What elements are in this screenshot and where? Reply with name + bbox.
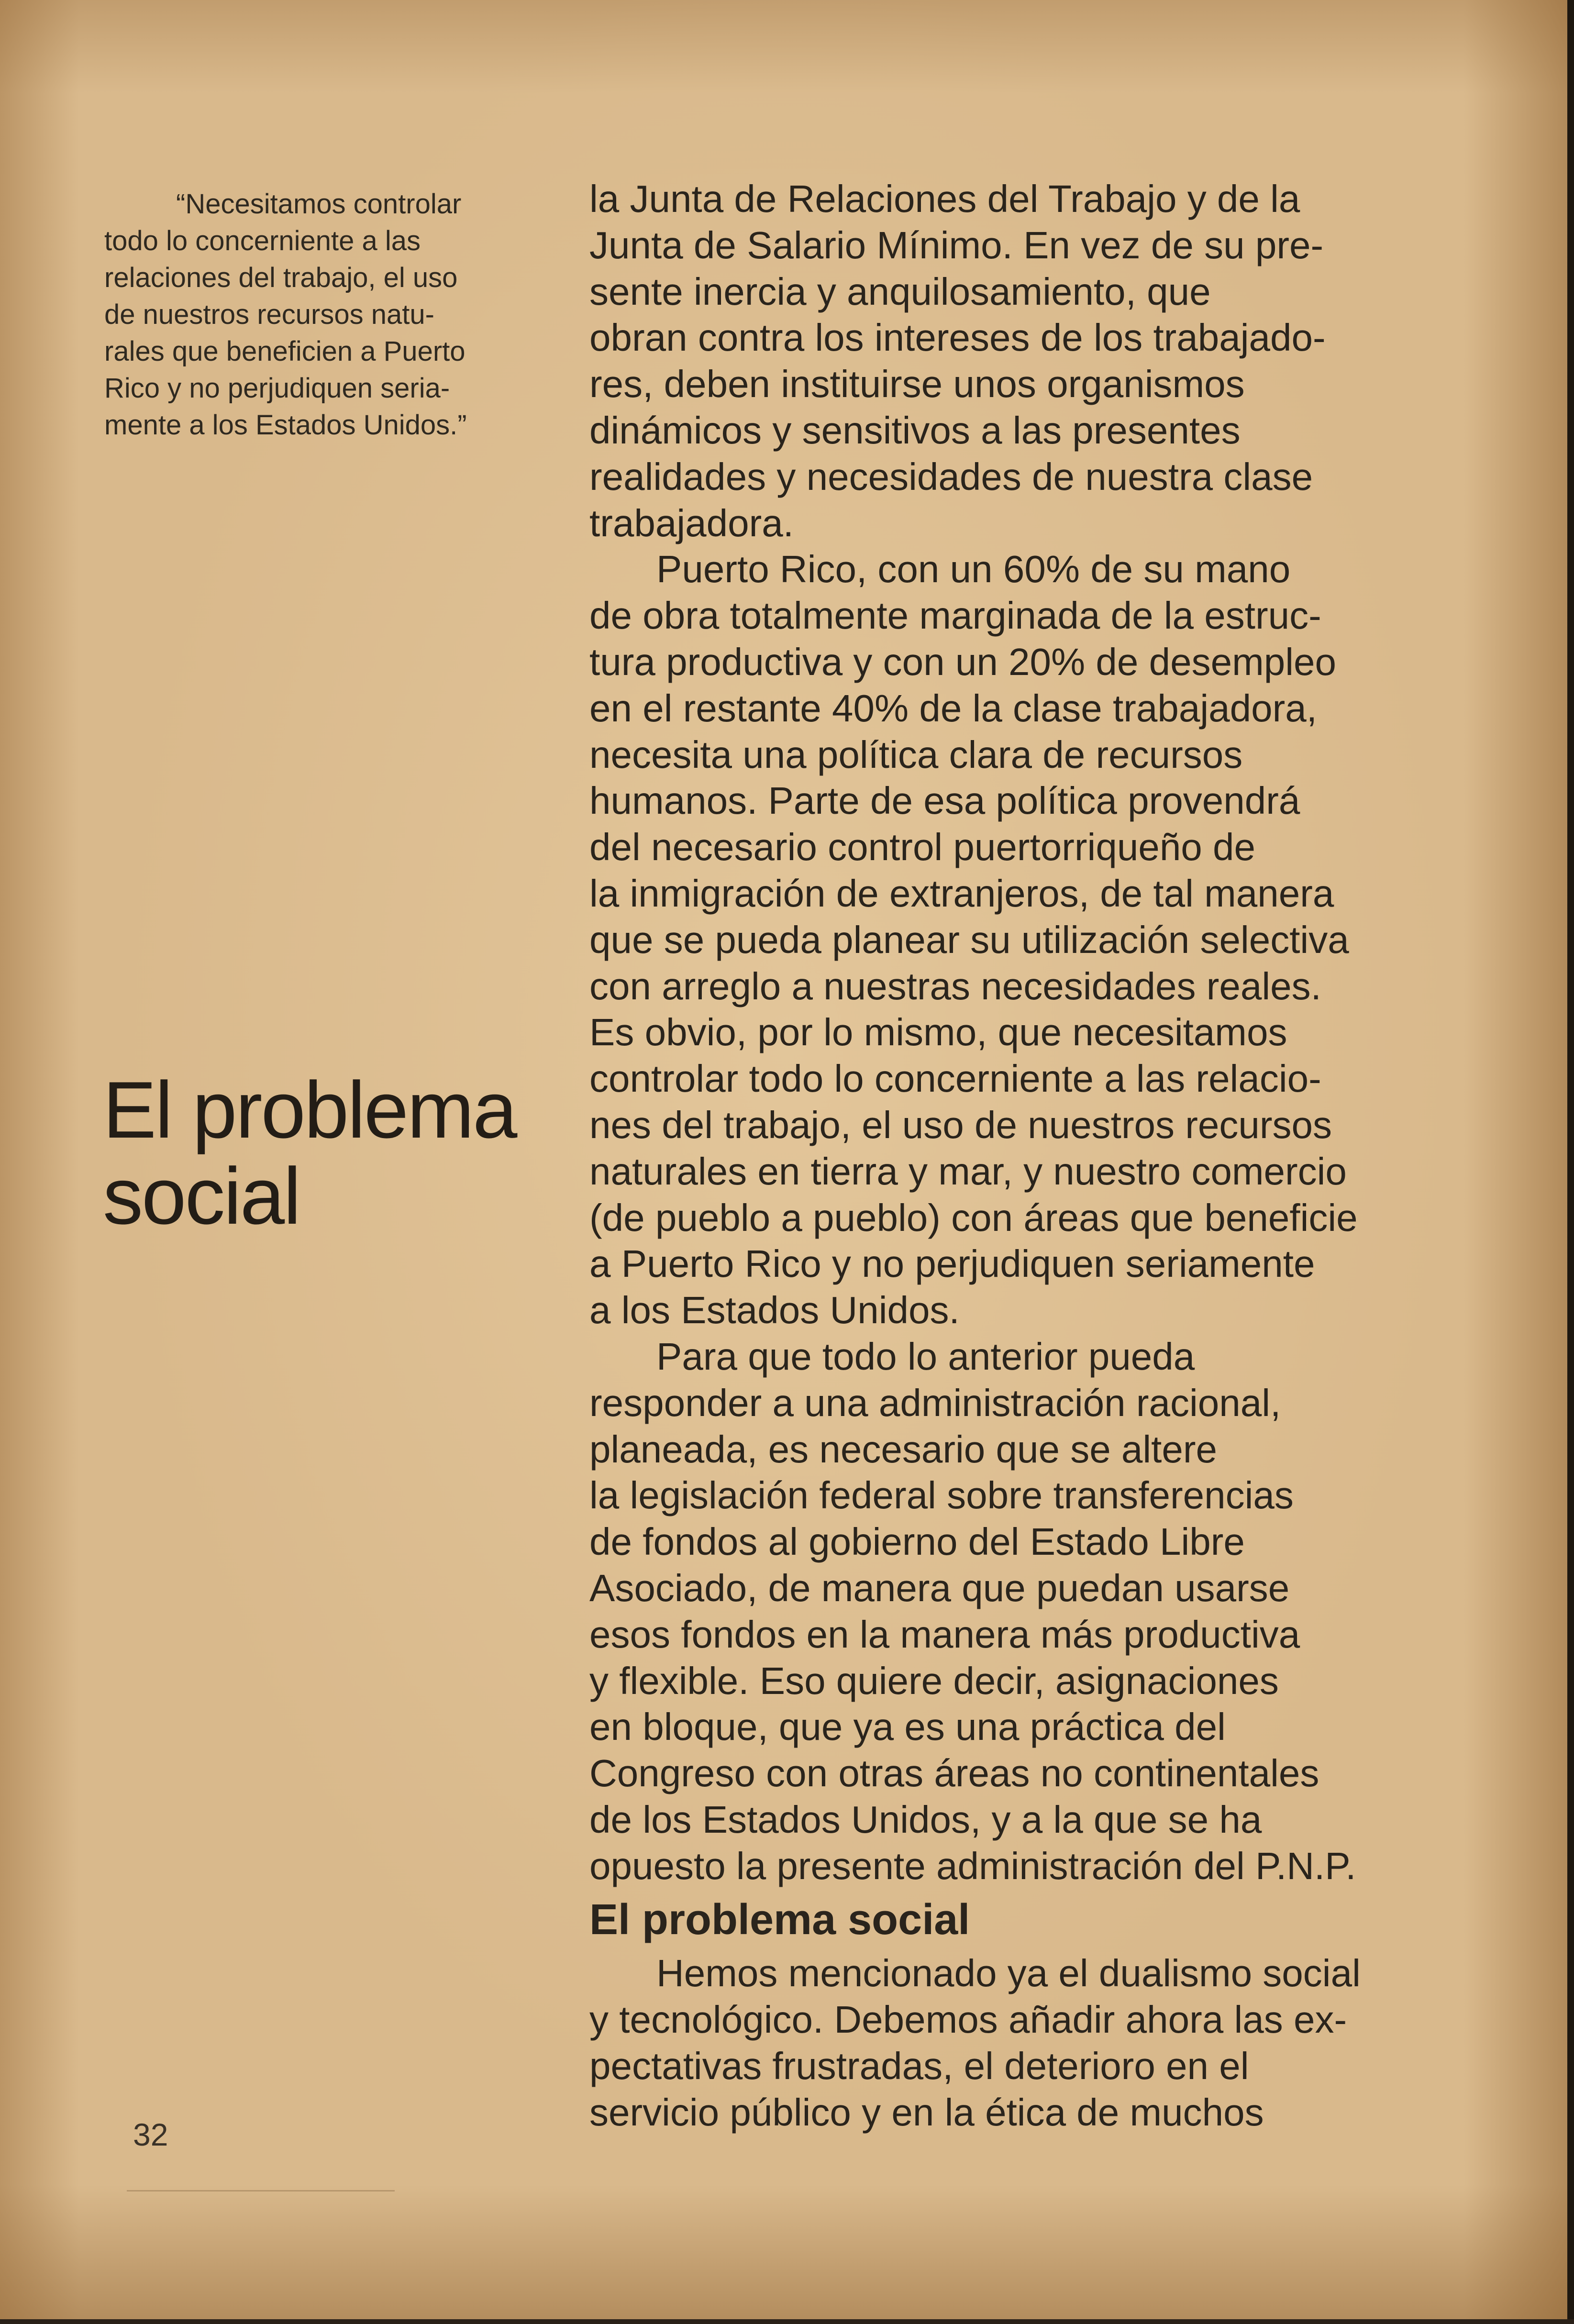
body-line: Asociado, de manera que puedan usarse [589, 1566, 1290, 1609]
body-line: Para que todo lo anterior pueda [656, 1335, 1195, 1378]
pull-quote-line: “Necesitamos controlar [176, 188, 462, 220]
page-edge-bottom [0, 2319, 1574, 2324]
body-line: la Junta de Relaciones del Trabajo y de la [589, 177, 1300, 220]
body-line: la inmigración de extranjeros, de tal manera [589, 872, 1334, 915]
body-line: en bloque, que ya es una práctica del [589, 1705, 1226, 1749]
body-line: necesita una política clara de recursos [589, 733, 1243, 776]
section-title-line: social [103, 1151, 300, 1241]
pull-quote-line: de nuestros recursos natu- [104, 299, 434, 330]
body-line: de fondos al gobierno del Estado Libre [589, 1520, 1245, 1563]
body-line: responder a una administración racional, [589, 1381, 1281, 1424]
body-line: y tecnológico. Debemos añadir ahora las ex- [589, 1998, 1347, 2041]
body-line: Junta de Salario Mínimo. En vez de su pre- [589, 223, 1324, 266]
body-line: que se pueda planear su utilización selectiva [589, 918, 1349, 961]
body-line: del necesario control puertorriqueño de [589, 826, 1255, 869]
body-line: Puerto Rico, con un 60% de su mano [656, 548, 1291, 591]
page-edge-right [1567, 0, 1574, 2324]
body-line: con arreglo a nuestras necesidades reales. [589, 964, 1321, 1007]
section-title-line: El problema [103, 1065, 516, 1155]
body-line: de obra totalmente marginada de la estruc- [589, 594, 1321, 637]
body-line: tura productiva y con un 20% de desempleo [589, 640, 1336, 683]
body-line: Hemos mencionado ya el dualismo social [656, 1952, 1361, 1995]
paragraph-2 [589, 546, 1474, 1334]
paragraph-4 [589, 1950, 1474, 2136]
pull-quote-line: relaciones del trabajo, el uso [104, 262, 458, 293]
body-line: a Puerto Rico y no perjudiquen seriamente [589, 1242, 1315, 1285]
body-line: trabajadora. [589, 501, 794, 544]
body-line: controlar todo lo concerniente a las relacio- [589, 1057, 1321, 1100]
body-line: naturales en tierra y mar, y nuestro comercio [589, 1150, 1347, 1193]
pull-quote [104, 186, 549, 443]
paragraph-3 [589, 1334, 1474, 1890]
body-line: a los Estados Unidos. [589, 1289, 960, 1332]
body-line: res, deben instituirse unos organismos [589, 363, 1245, 406]
body-column [589, 176, 1474, 2136]
body-line: Congreso con otras áreas no continentales [589, 1752, 1319, 1795]
subheading: El problema social [589, 1896, 970, 1944]
body-line: obran contra los intereses de los trabajado- [589, 316, 1326, 359]
body-line: servicio público y en la ética de muchos [589, 2091, 1264, 2134]
footer-rule [127, 2190, 395, 2191]
body-line: humanos. Parte de esa política provendrá [589, 779, 1300, 822]
body-line: (de pueblo a pueblo) con áreas que beneficie [589, 1196, 1358, 1239]
body-line: pectativas frustradas, el deterioro en el [589, 2045, 1249, 2088]
pull-quote-line: rales que beneficien a Puerto [104, 336, 466, 367]
body-line: Es obvio, por lo mismo, que necesitamos [589, 1011, 1287, 1054]
page-number: 32 [133, 2117, 168, 2152]
pull-quote-line: Rico y no perjudiquen seria- [104, 373, 450, 404]
body-line: planeada, es necesario que se altere [589, 1428, 1218, 1471]
body-line: esos fondos en la manera más productiva [589, 1613, 1300, 1656]
section-title [103, 1067, 581, 1239]
pull-quote-line: todo lo concerniente a las [104, 225, 421, 256]
body-line: opuesto la presente administración del P.N.P. [589, 1844, 1356, 1887]
body-line: sente inercia y anquilosamiento, que [589, 270, 1211, 313]
body-line: en el restante 40% de la clase trabajadora, [589, 686, 1317, 730]
body-line: realidades y necesidades de nuestra clase [589, 455, 1313, 498]
paragraph-1 [589, 176, 1474, 546]
body-line: la legislación federal sobre transferencias [589, 1474, 1294, 1517]
body-line: dinámicos y sensitivos a las presentes [589, 409, 1241, 452]
body-line: nes del trabajo, el uso de nuestros recursos [589, 1103, 1332, 1146]
pull-quote-line: mente a los Estados Unidos.” [104, 409, 467, 441]
body-line: de los Estados Unidos, y a la que se ha [589, 1798, 1262, 1841]
body-line: y flexible. Eso quiere decir, asignaciones [589, 1659, 1279, 1702]
